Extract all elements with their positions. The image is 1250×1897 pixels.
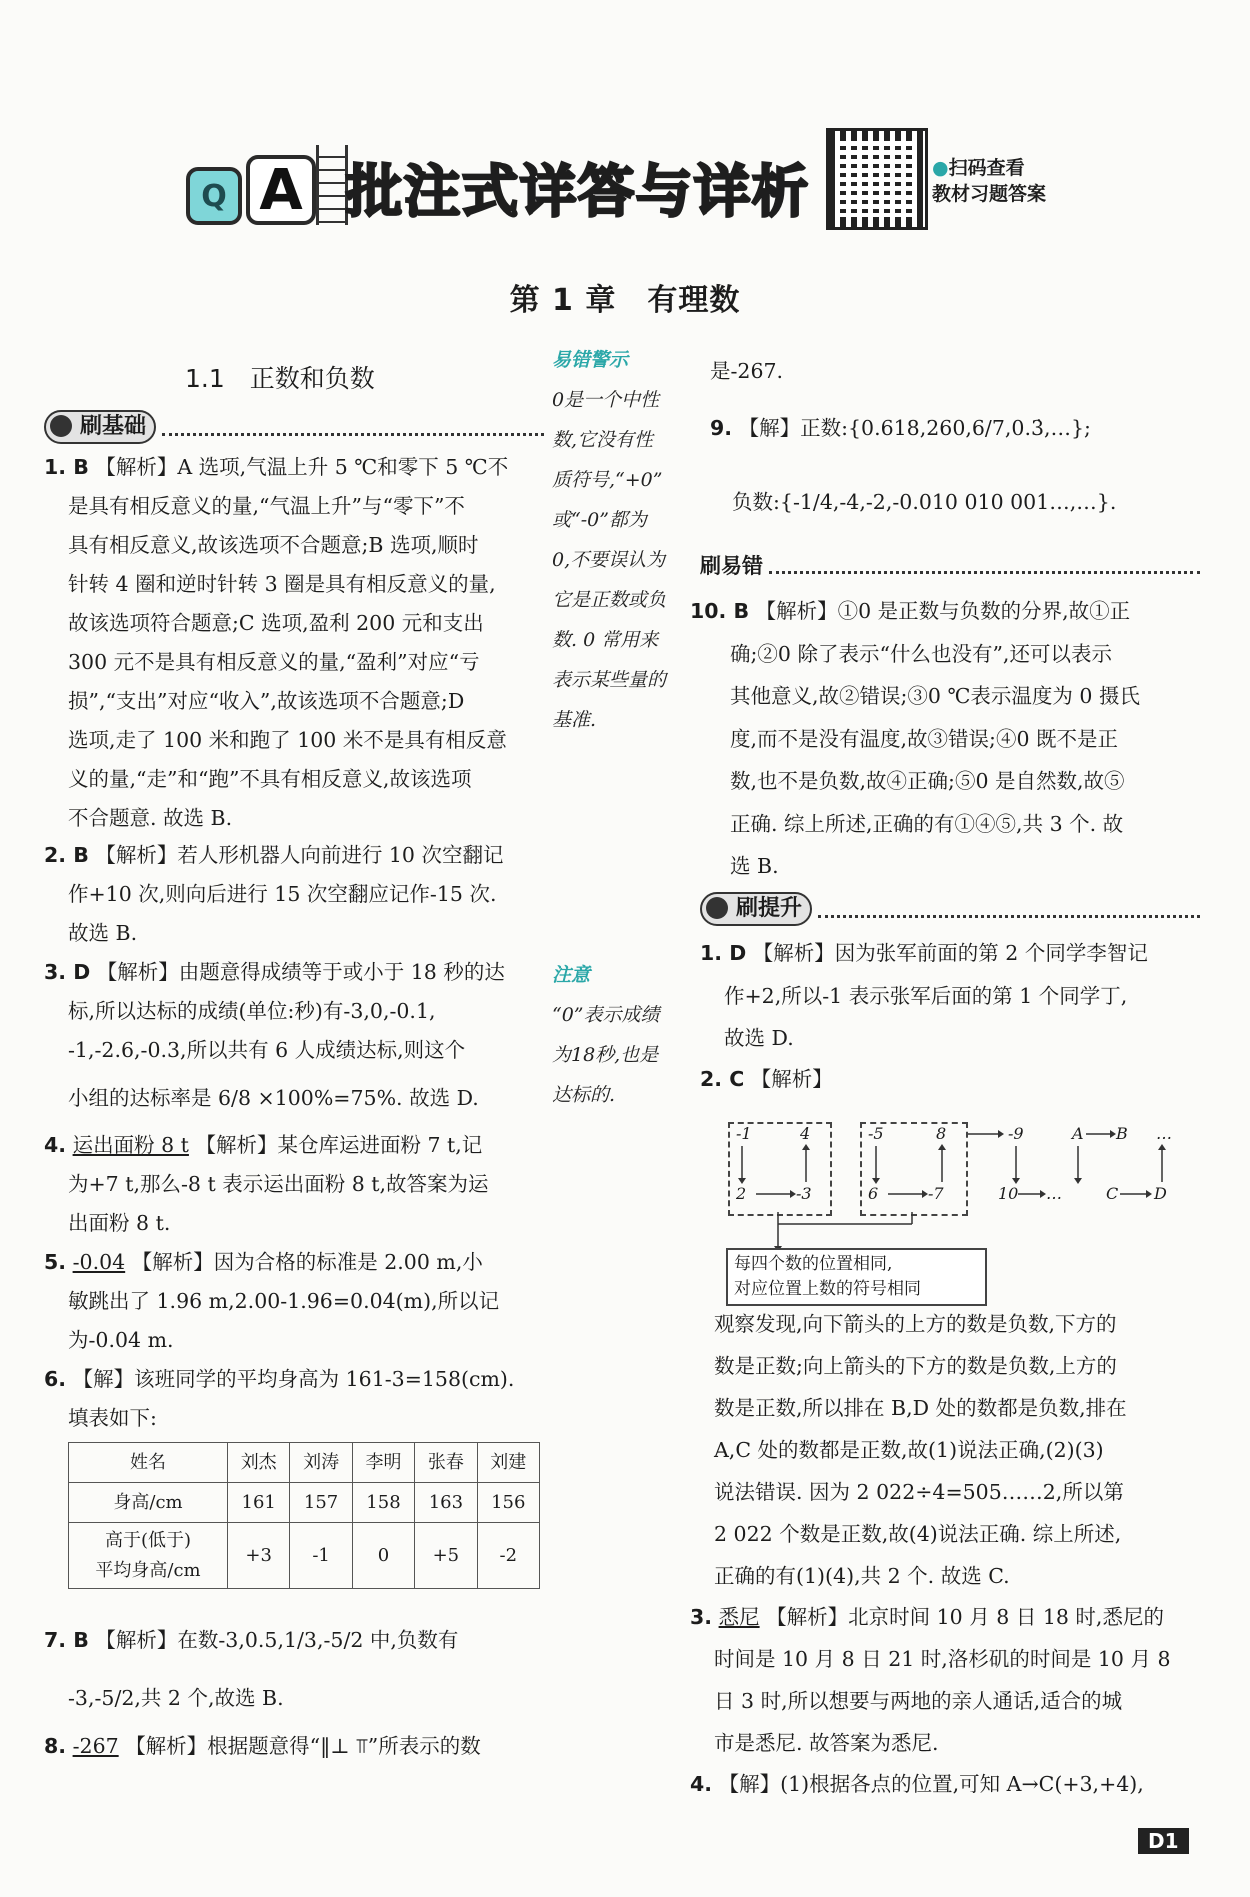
diagram-arrows <box>728 1122 1198 1252</box>
chapter-title: 第 1 章 有理数 <box>509 283 741 318</box>
a-bubble: A <box>246 155 316 225</box>
sidenote-warning: 易错警示 0是一个中性 数,它没有性 质符号,“+0” 或“-0”都为 0,不要误认为 它是正数或负 数. 0 常用来 表示某些量的 基准. <box>552 349 667 731</box>
sign-pattern-diagram: -1 4 2 -3 -5 8 6 -7 -9 10 … A B C D … <box>728 1122 1198 1307</box>
q3: 3. D 【解析】由题意得成绩等于或小于 18 秒的达 标,所以达标的成绩(单位:秒)有-3,0,-0.1, -1,-2.6,-0.3,所以共有 6 人成绩达标,则这个 小组的达标率是 6/8 ×100%=75%. 故选 D. <box>44 960 505 1110</box>
q1: 1. B 【解析】A 选项,气温上升 5 ℃和零下 5 ℃不 是具有相反意义的量,“气温上升”与“零下”不 具有相反意义,故该选项不合题意;B 选项,顺时 针转 4 圈和逆时针转 3 圈是具有相反意义的量, 故该选项符合题意;C 选项,盈利 200 元和支出 300 元不是具有相反意义的量,“盈利”对应“亏 损”,“支出”对应“收入”,故该选项不合题意;D 选项,走了 100 米和跑了 100 米不是具有相反意 义的量,“走”和“跑”不具有相反意义,故该选项 不合题意. 故选 B. <box>44 455 509 830</box>
q7: 7. B 【解析】在数-3,0.5,1/3,-5/2 中,负数有 -3,-5/2,共 2 个,故选 B. <box>44 1628 459 1710</box>
a2-body: 观察发现,向下箭头的上方的数是负数,下方的 数是正数;向上箭头的下方的数是负数,上方的 数是正数,所以排在 B,D 处的数都是负数,排在 A,C 处的数都是正数,故(1)说法正确,(2)(3) 说法错误. 因为 2 022÷4=505……2,所以第 2 022 个数是正数,故(4)说法正确. 综上所述, 正确的有(1)(4),共 2 个. 故选 C. <box>714 1312 1127 1588</box>
tag-basic: 刷基础 <box>44 410 544 444</box>
header-banner <box>186 145 826 227</box>
q2: 2. B 【解析】若人形机器人向前进行 10 次空翻记 作+10 次,则向后进行 15 次空翻应记作-15 次. 故选 B. <box>44 843 504 945</box>
a3: 3. 悉尼 【解析】北京时间 10 月 8 日 18 时,悉尼的 时间是 10 月 8 日 21 时,洛杉矶的时间是 10 月 8 日 3 时,所以想要与两地的亲人通话,适合的城 市是悉尼. 故答案为悉尼. <box>690 1605 1171 1755</box>
tag-advance: 刷提升 <box>700 892 1200 926</box>
r0: 是-267. <box>710 359 784 383</box>
diagram-note: 每四个数的位置相同, 对应位置上数的符号相同 <box>726 1248 987 1306</box>
q10: 10. B 【解析】①0 是正数与负数的分界,故①正 确;②0 除了表示“什么也没有”,还可以表示 其他意义,故②错误;③0 ℃表示温度为 0 摄氏 度,而不是没有温度,故③错误;④0 既不是正 数,也不是负数,故④正确;⑤0 是自然数,故⑤ 正确. 综上所述,正确的有①④⑤,共 3 个. 故 选 B. <box>690 599 1140 878</box>
q6: 6. 【解】该班同学的平均身高为 161-3=158(cm). 填表如下: <box>44 1367 515 1430</box>
a4: 4. 【解】(1)根据各点的位置,可知 A→C(+3,+4), <box>690 1772 1144 1796</box>
scan-hint: ●扫码查看 教材习题答案 <box>932 157 1047 205</box>
section-title: 1.1 正数和负数 <box>185 364 375 393</box>
page-number: D1 <box>1138 1828 1189 1854</box>
q9: 9. 【解】正数:{0.618,260,6/7,0.3̇,…}; 负数:{-1/4,-4,-2,-0.010 010 001…,…}. <box>710 416 1117 514</box>
qr-code-icon[interactable] <box>826 128 928 230</box>
banner-title: 批注式详答与详析 <box>346 160 810 225</box>
right-column <box>710 352 1200 539</box>
sidenote-attention: 注意 “0”表示成绩 为18秒,也是 达标的. <box>552 964 660 1106</box>
q4: 4. 运出面粉 8 t 【解析】某仓库运进面粉 7 t,记 为+7 t,那么-8 t 表示运出面粉 8 t,故答案为运 出面粉 8 t. <box>44 1133 489 1235</box>
height-table: 姓名 刘杰 刘涛 李明 张春 刘建 身高/cm 161 157 158 163 156 高于(低于) 平均身高/cm +3 -1 0 +5 -2 <box>68 1442 540 1589</box>
q-bubble: Q <box>186 167 242 225</box>
ladder-illustration <box>316 145 348 225</box>
q5: 5. -0.04 【解析】因为合格的标准是 2.00 m,小 敏跳出了 1.96 m,2.00-1.96=0.04(m),所以记 为-0.04 m. <box>44 1250 500 1352</box>
a1: 1. D 【解析】因为张军前面的第 2 个同学李智记 作+2,所以-1 表示张军后面的第 1 个同学丁, 故选 D. <box>700 941 1148 1050</box>
left-column <box>44 448 544 1766</box>
a2-head: 2. C 【解析】 <box>700 1067 833 1091</box>
q8: 8. -267 【解析】根据题意得“‖⊥ ⫪”所表示的数 <box>44 1734 481 1758</box>
tag-mistake: 刷易错 <box>700 548 1200 582</box>
